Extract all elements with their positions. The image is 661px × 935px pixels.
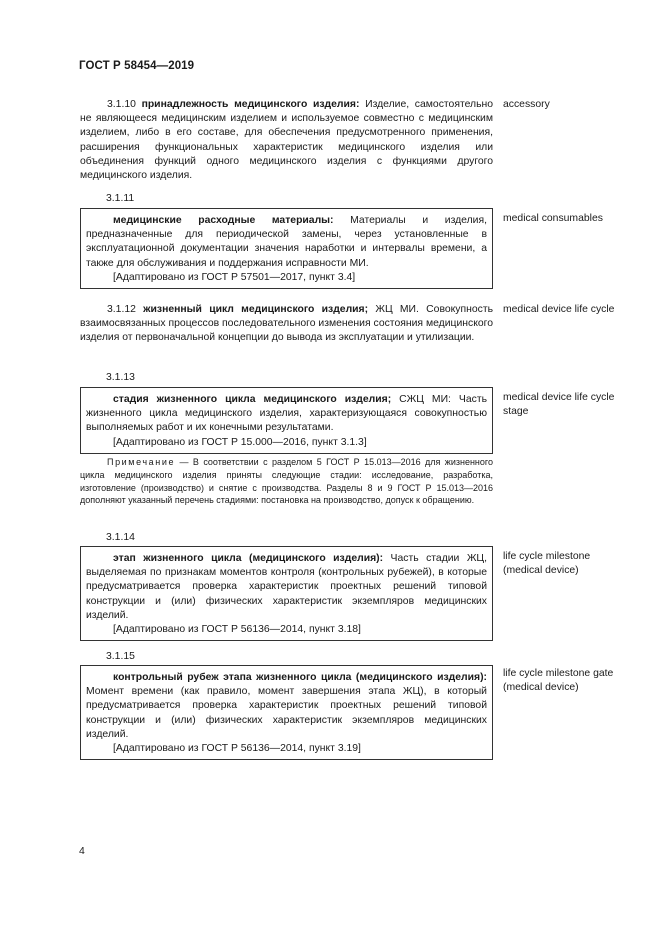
english-equivalent: medical device life cycle stage [503, 392, 615, 418]
term-number: 3.1.11 [106, 193, 135, 204]
english-equivalent: life cycle milestone (medical device) [503, 551, 591, 577]
source-reference: [Адаптировано из ГОСТ Р 15.000—2016, пункт 3.1.3] [113, 436, 367, 448]
term-name: контрольный рубеж этапа жизненного цикла (медицинского изделия): [113, 672, 487, 683]
english-equivalent: accessory [503, 99, 550, 110]
term-name: стадия жизненного цикла медицинского изделия; [113, 394, 392, 405]
term-name: этап жизненного цикла (медицинского изделия): [113, 553, 384, 564]
term-entry-3-1-12 [80, 303, 493, 346]
term-paragraph [86, 214, 487, 271]
term-number: 3.1.13 [106, 372, 135, 383]
term-paragraph [86, 393, 487, 436]
term-paragraph [80, 98, 493, 183]
term-definition: Изделие, самостоятельно не являющееся медицинским изделием и используемое совместно с медицинским изделием, либо в его составе, для обеспечения предусмотренного применения, расширения функциональных характеристик медицинского изделия или объединения функций одного медицинского изделия с функциями другого медицинского изделия. [80, 99, 494, 182]
term-name: принадлежность медицинского изделия: [141, 99, 360, 110]
page-number: 4 [79, 846, 85, 857]
note-label: Примечание [107, 457, 176, 467]
term-number: 3.1.12 [107, 304, 136, 315]
english-equivalent: life cycle milestone gate (medical device) [503, 668, 614, 694]
term-entry-3-1-10 [80, 98, 493, 183]
term-number: 3.1.10 [107, 99, 136, 110]
english-equivalent: medical consumables [503, 213, 603, 224]
term-name: жизненный цикл медицинского изделия; [143, 304, 369, 315]
term-name: медицинские расходные материалы: [113, 215, 334, 226]
term-entry-3-1-15 [80, 665, 493, 760]
document-header: ГОСТ Р 58454—2019 [79, 60, 195, 72]
term-definition: ЖЦ МИ. Совокупность взаимосвязанных процессов последовательного изменения состояния медицинского изделия от первоначальной концепции до вывода из эксплуатации и утилизации. [80, 304, 493, 344]
note-text: — В соответствии с разделом 5 ГОСТ Р 15.013—2016 для жизненного цикла медицинского изделия приняты следующие стадии: исследование, разработка, изготовление (производство) и снятие с производства. Разделы 8 и 9 ГОСТ Р 15.013—2016 дополняют указанный перечень стадиями: постановка на производство, допуск к обращению. [80, 457, 493, 506]
term-paragraph [80, 303, 493, 346]
term-definition: СЖЦ МИ: Часть жизненного цикла медицинского изделия, характеризующаяся совокупностью выполняемых работ и их конечными результатами. [86, 394, 487, 434]
term-definition: Часть стадии ЖЦ, выделяемая по признакам моментов контроля (контрольных рубежей), в которые предусматривается проверка характеристик проектных решений типовой конструкции и (или) физических характеристик экземпляров медицинских изделий. [86, 553, 487, 621]
source-reference: [Адаптировано из ГОСТ Р 56136—2014, пункт 3.18] [113, 624, 361, 636]
note-paragraph [80, 456, 493, 507]
term-paragraph [86, 671, 487, 742]
source-reference: [Адаптировано из ГОСТ Р 57501—2017, пункт 3.4] [113, 271, 356, 283]
term-paragraph [86, 552, 487, 623]
term-number: 3.1.14 [106, 532, 135, 543]
english-equivalent: medical device life cycle [503, 304, 615, 315]
term-number: 3.1.15 [106, 651, 135, 662]
term-entry-3-1-14 [80, 546, 493, 641]
term-entry-3-1-13 [80, 387, 493, 454]
term-definition: Момент времени (как правило, момент завершения этапа ЖЦ), в который предусматривается проверка характеристик проектных решений типовой конструкции и (или) физических характеристик экземпляров медицинских изделий. [86, 686, 487, 740]
source-reference: [Адаптировано из ГОСТ Р 56136—2014, пункт 3.19] [113, 743, 361, 755]
term-entry-3-1-11 [80, 208, 493, 289]
term-definition: Материалы и изделия, предназначенные для периодической замены, через установленные в эксплуатационной документации значения наработки и интервалы времени, а также для обслуживания и поддержания исправности МИ. [86, 215, 487, 269]
